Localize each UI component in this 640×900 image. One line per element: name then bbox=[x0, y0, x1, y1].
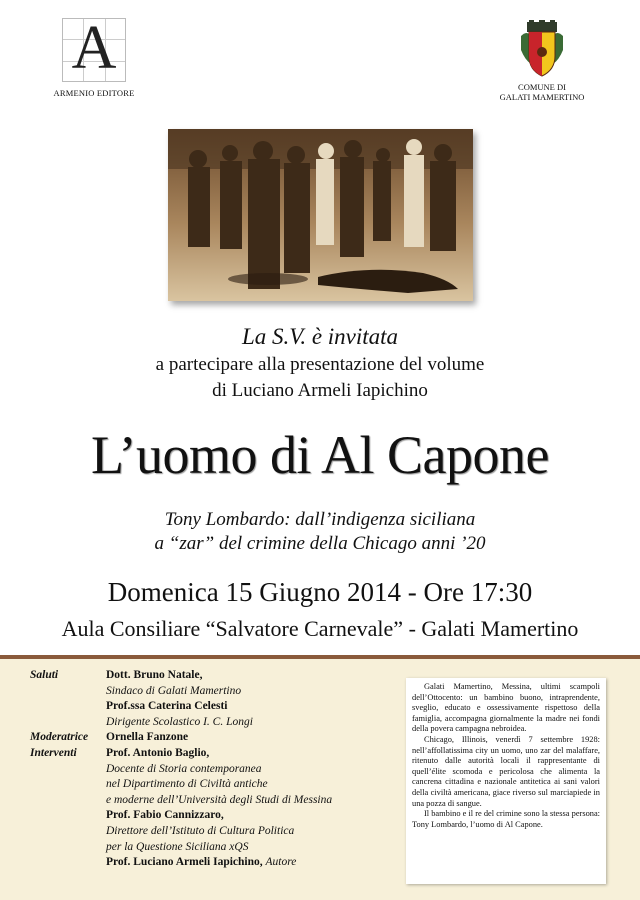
program-row bbox=[30, 808, 410, 824]
program-row bbox=[30, 699, 410, 715]
municipality-line1: COMUNE DI bbox=[518, 82, 566, 92]
publisher-name: ARMENIO EDITORE bbox=[53, 88, 135, 98]
speaker-role: nel Dipartimento di Civiltà antiche bbox=[106, 778, 268, 791]
book-subtitle bbox=[0, 508, 640, 556]
synopsis-box bbox=[406, 678, 606, 884]
program-list bbox=[30, 668, 410, 871]
publisher-logo bbox=[46, 14, 142, 98]
program-row bbox=[30, 824, 410, 840]
moderatrice-label: Moderatrice bbox=[30, 731, 89, 744]
author-name: Prof. Luciano Armeli Iapichino, bbox=[106, 856, 263, 869]
program-row bbox=[30, 684, 410, 700]
book-title: L’uomo di Al Capone bbox=[91, 425, 549, 485]
author-role: Autore bbox=[265, 856, 297, 869]
speaker-role: Docente di Storia contemporanea bbox=[106, 762, 262, 775]
saluti-label: Saluti bbox=[30, 669, 59, 681]
invitation-line-2: a partecipare alla presentazione del volume bbox=[155, 354, 485, 375]
program-row bbox=[30, 746, 410, 762]
moderator-name: Ornella Fanzone bbox=[106, 731, 189, 744]
historical-photo bbox=[168, 129, 473, 301]
speaker-role: Sindaco di Galati Mamertino bbox=[106, 684, 242, 697]
event-venue: Aula Consiliare “Salvatore Carnevale” - Galati Mamertino bbox=[61, 616, 579, 641]
speaker-name: Prof. Antonio Baglio, bbox=[106, 746, 210, 759]
program-row bbox=[30, 777, 410, 793]
program-row bbox=[30, 840, 410, 856]
speaker-name: Prof. Fabio Cannizzaro, bbox=[106, 809, 224, 822]
interventi-label: Interventi bbox=[30, 746, 77, 759]
speaker-role: Direttore dell’Istituto di Cultura Politica bbox=[106, 824, 295, 837]
program-row bbox=[30, 762, 410, 778]
municipality-line2: GALATI MAMERTINO bbox=[499, 92, 585, 102]
program-row bbox=[30, 855, 410, 871]
book-subtitle-line-1: Tony Lombardo: dall’indigenza siciliana bbox=[164, 509, 476, 530]
program-row bbox=[30, 793, 410, 809]
book-subtitle-line-2: a “zar” del crimine della Chicago anni ’20 bbox=[154, 533, 486, 554]
speaker-role: per la Questione Siciliana xQS bbox=[106, 840, 249, 853]
synopsis-paragraph-1: Galati Mamertino, Messina, ultimi scampoli dell’Ottocento: un bambino buono, intraprendente, sveglio, educato e ossessivamente rispettoso della famiglia, accompagna giornalmente la madre nei fondi della povera campagna nebroidea. bbox=[412, 682, 600, 734]
speaker-name: Prof.ssa Caterina Celesti bbox=[106, 700, 228, 713]
invitation-line-1: La S.V. è invitata bbox=[241, 324, 399, 349]
synopsis-paragraph-2: Chicago, Illinois, venerdì 7 settembre 1928: nell’affollatissima city un uomo, uno zar del malaffare, ritenuto dalle autorità locali il rappresentante di quell’élite scomoda e pericolosa che alimenta la cancrena cittadina e nazionale antitetica ai sani valori della civiltà americana, giace riverso sul marciapiede in una pozza di sangue. bbox=[412, 734, 600, 808]
program-row bbox=[30, 715, 410, 731]
synopsis-paragraph-3: Il bambino e il re del crimine sono la stessa persona: Tony Lombardo, l’uomo di Al Capone. bbox=[412, 809, 600, 829]
speaker-role: Dirigente Scolastico I. C. Longi bbox=[106, 715, 253, 728]
coat-of-arms-icon bbox=[519, 20, 565, 78]
publisher-monogram-icon bbox=[62, 14, 126, 82]
invitation-block bbox=[0, 322, 640, 404]
program-row bbox=[30, 668, 410, 684]
speaker-role: e moderne dell’Università degli Studi di Messina bbox=[106, 793, 333, 806]
program-row bbox=[30, 730, 410, 746]
municipality-logo bbox=[484, 20, 600, 102]
event-datetime: Domenica 15 Giugno 2014 - Ore 17:30 bbox=[107, 577, 533, 607]
publisher-monogram-letter: A bbox=[71, 14, 117, 82]
invitation-line-3: di Luciano Armeli Iapichino bbox=[212, 380, 428, 401]
speaker-name: Dott. Bruno Natale, bbox=[106, 669, 203, 681]
